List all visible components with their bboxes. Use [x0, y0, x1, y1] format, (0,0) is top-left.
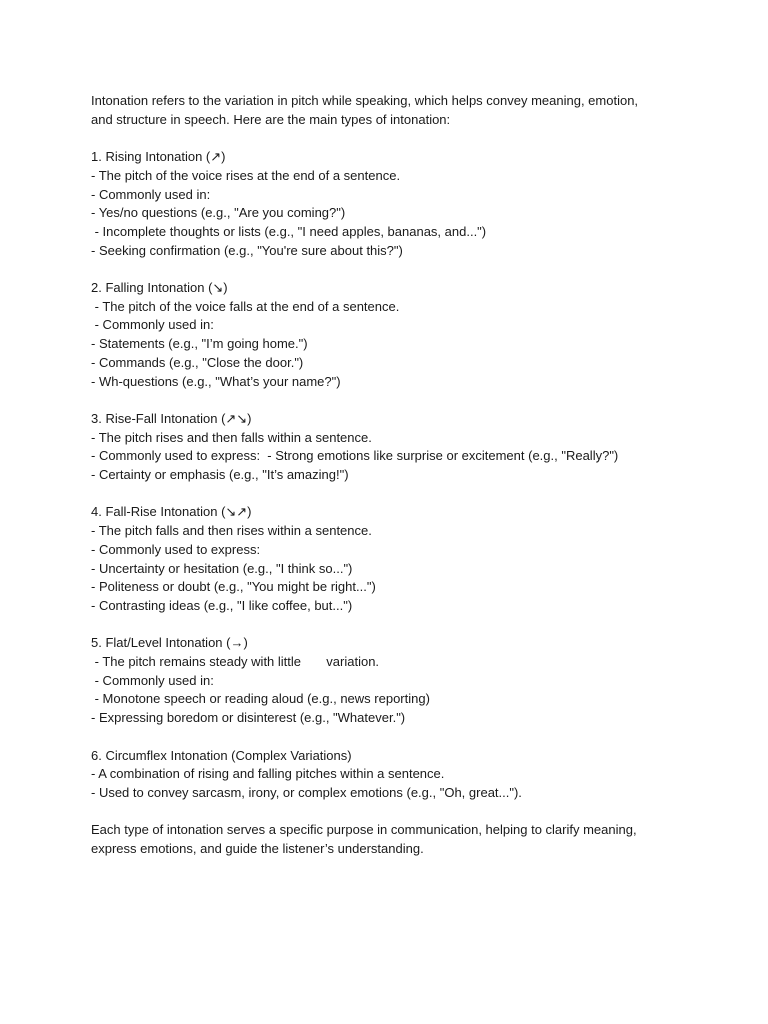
paragraph-gap — [91, 803, 691, 822]
section-rising — [91, 148, 691, 260]
section-line: - Wh-questions (e.g., "What’s your name?") — [91, 373, 341, 389]
conclusion-line: express emotions, and guide the listener’s understanding. — [91, 841, 424, 857]
section-line: - The pitch falls and then rises within a sentence. — [91, 523, 372, 539]
section-line: - Certainty or emphasis (e.g., "It’s amazing!") — [91, 467, 349, 483]
section-line: - Incomplete thoughts or lists (e.g., "I need apples, bananas, and...") — [91, 223, 487, 239]
section-line: - The pitch of the voice falls at the end of a sentence. — [91, 298, 400, 314]
paragraph-gap — [91, 391, 691, 410]
section-line: - Used to convey sarcasm, irony, or complex emotions (e.g., "Oh, great..."). — [91, 784, 522, 800]
paragraph-gap — [91, 129, 691, 148]
section-heading: 6. Circumflex Intonation (Complex Variations) — [91, 747, 352, 763]
intro-line: Intonation refers to the variation in pitch while speaking, which helps convey meaning, emotion, — [91, 93, 639, 108]
section-line: - The pitch of the voice rises at the end of a sentence. — [91, 167, 401, 183]
section-circumflex — [91, 747, 691, 803]
section-flat — [91, 634, 691, 728]
section-line: - Commonly used to express: - Strong emotions like surprise or excitement (e.g., "Really?") — [91, 448, 619, 464]
section-falling — [91, 279, 691, 391]
paragraph-gap — [91, 260, 691, 279]
section-line: - The pitch remains steady with little variation. — [91, 654, 380, 670]
intro-paragraph — [91, 92, 691, 129]
section-line: - Commonly used in: — [91, 317, 214, 333]
section-line: - Commonly used to express: — [91, 541, 261, 557]
section-heading: 3. Rise-Fall Intonation (↗↘) — [91, 410, 252, 426]
conclusion-line: Each type of intonation serves a specific purpose in communication, helping to clarify meaning, — [91, 822, 637, 838]
section-line: - Commonly used in: — [91, 672, 214, 688]
section-line: - Commands (e.g., "Close the door.") — [91, 354, 304, 370]
paragraph-gap — [91, 616, 691, 635]
section-line: - Monotone speech or reading aloud (e.g., news reporting) — [91, 691, 430, 707]
document-page — [91, 92, 691, 859]
paragraph-gap — [91, 485, 691, 504]
section-line: - Uncertainty or hesitation (e.g., "I think so...") — [91, 560, 353, 576]
section-line: - Politeness or doubt (e.g., "You might be right...") — [91, 579, 376, 595]
section-heading: 2. Falling Intonation (↘) — [91, 280, 228, 295]
paragraph-gap — [91, 728, 691, 747]
section-heading: 5. Flat/Level Intonation (→) — [91, 635, 248, 651]
conclusion-paragraph — [91, 821, 691, 858]
intro-line: and structure in speech. Here are the main types of intonation: — [91, 111, 451, 127]
section-line: - Seeking confirmation (e.g., "You're sure about this?") — [91, 242, 403, 258]
section-heading: 4. Fall-Rise Intonation (↘↗) — [91, 504, 252, 520]
section-line: - Expressing boredom or disinterest (e.g., "Whatever.") — [91, 710, 406, 726]
section-rise-fall — [91, 410, 691, 485]
section-line: - Commonly used in: — [91, 186, 211, 202]
section-line: - Yes/no questions (e.g., "Are you coming?") — [91, 205, 346, 221]
section-line: - The pitch rises and then falls within a sentence. — [91, 429, 372, 445]
section-heading: 1. Rising Intonation (↗) — [91, 149, 226, 165]
section-line: - Statements (e.g., "I’m going home.") — [91, 336, 308, 352]
section-line: - Contrasting ideas (e.g., "I like coffee, but...") — [91, 597, 353, 613]
section-line: - A combination of rising and falling pitches within a sentence. — [91, 766, 445, 782]
section-fall-rise — [91, 503, 691, 615]
